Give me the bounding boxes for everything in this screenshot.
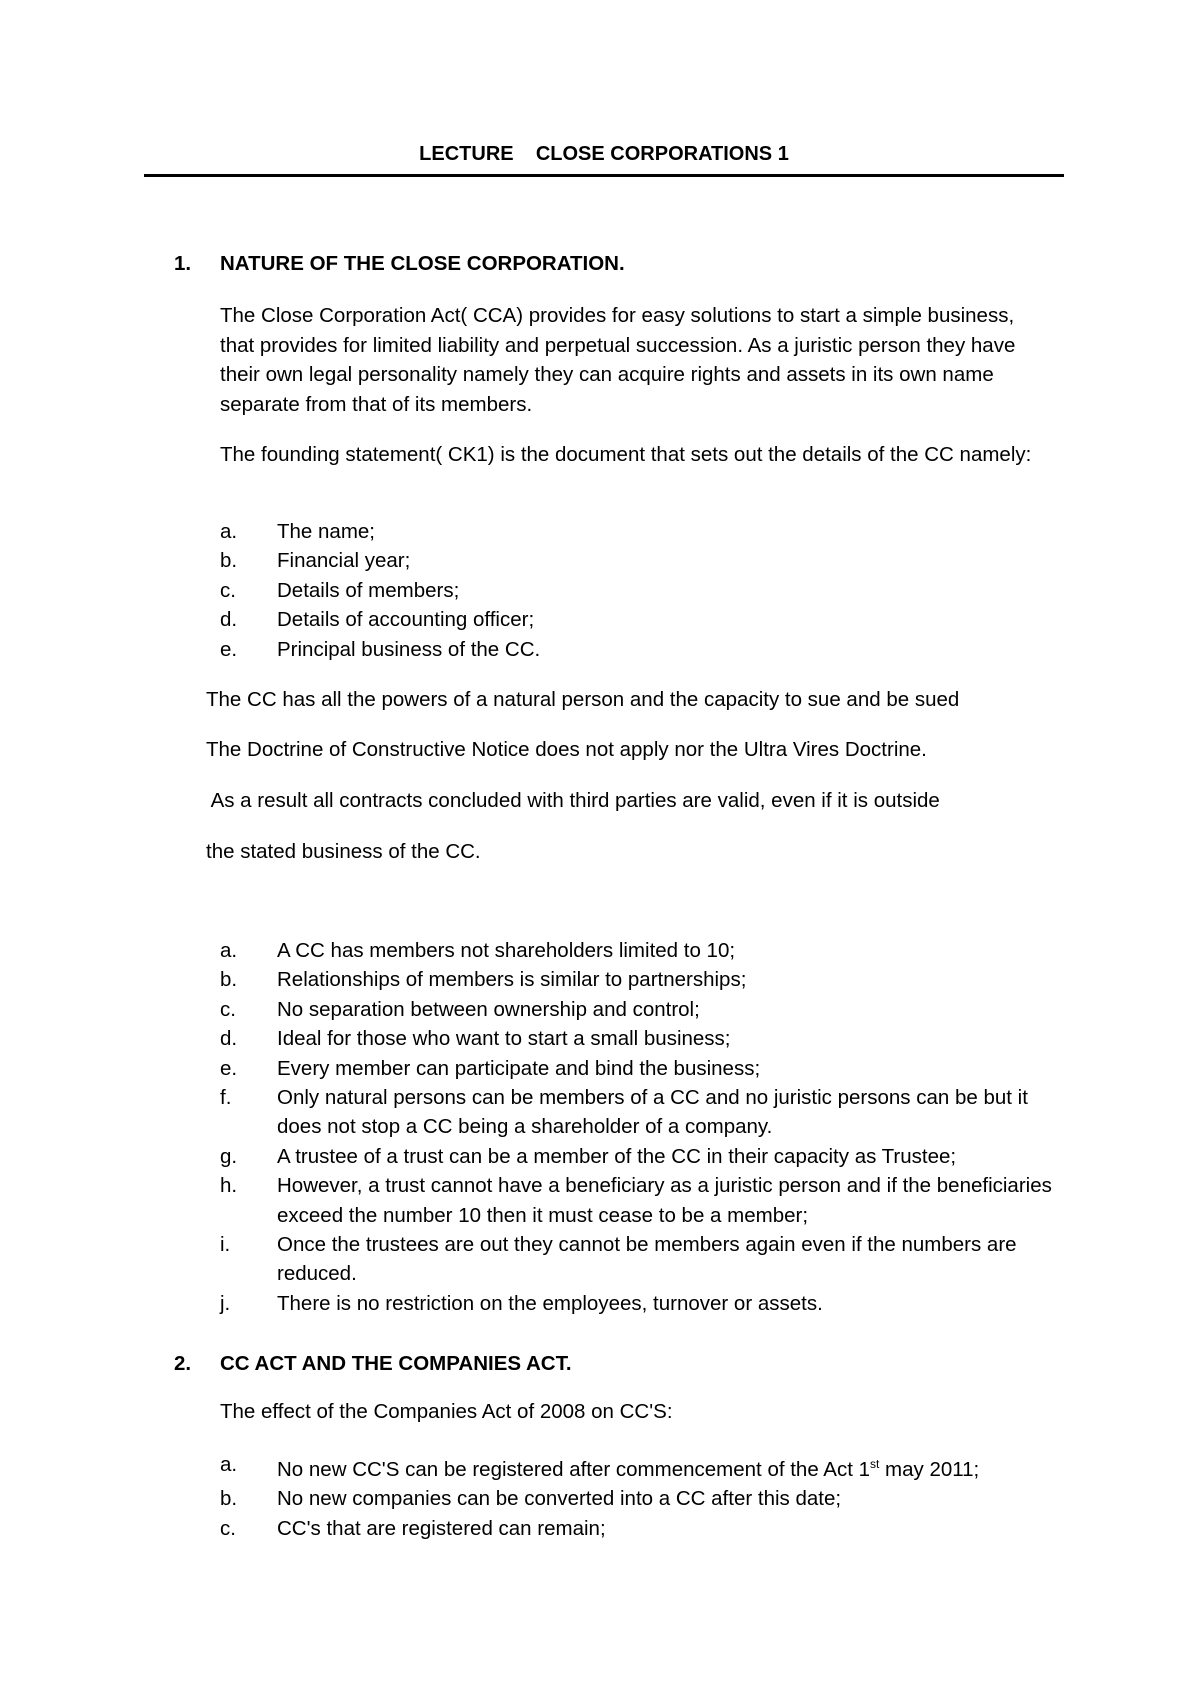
doctrine-line: The Doctrine of Constructive Notice does not apply nor the Ultra Vires Doctrine. xyxy=(206,738,927,761)
list-item: e. Every member can participate and bind the business; xyxy=(220,1056,761,1080)
list-item: g. A trustee of a trust can be a member of the CC in their capacity as Trustee; xyxy=(220,1144,957,1168)
title-underline xyxy=(144,174,1064,177)
section-2-heading xyxy=(174,1352,572,1376)
list-item: c. CC's that are registered can remain; xyxy=(220,1516,606,1540)
stated-business-line: the stated business of the CC. xyxy=(206,840,481,863)
list-item: e. Principal business of the CC. xyxy=(220,637,541,661)
list-item: b. No new companies can be converted into a CC after this date; xyxy=(220,1487,842,1511)
list-item: b. Financial year; xyxy=(220,549,411,573)
list-item: d. Ideal for those who want to start a small business; xyxy=(220,1027,731,1051)
list-item: h. However, a trust cannot have a beneficiary as a juristic person and if the beneficiaries exceed the number 10 then it must cease to be a member; xyxy=(220,1174,1052,1227)
list-item: a. The name; xyxy=(220,520,375,543)
powers-line: The CC has all the powers of a natural person and the capacity to sue and be sued xyxy=(206,688,960,711)
companies-act-list xyxy=(220,1450,1060,1543)
list-item: a. A CC has members not shareholders limited to 10; xyxy=(220,939,736,962)
list-item: a. No new CC'S can be registered after commencement of the Act 1st may 2011; xyxy=(220,1453,980,1481)
list-item: c. No separation between ownership and control; xyxy=(220,997,700,1021)
contracts-line: As a result all contracts concluded with third parties are valid, even if it is outside xyxy=(206,789,940,812)
cc-features-list xyxy=(220,936,1060,1318)
list-item: i. Once the trustees are out they cannot be members again even if the numbers are reduced. xyxy=(220,1233,1017,1286)
list-item: f. Only natural persons can be members of a CC and no juristic persons can be but it does not stop a CC being a shareholder of a company. xyxy=(220,1086,1028,1139)
nature-paragraph: The Close Corporation Act( CCA) provides for easy solutions to start a simple business, that provides for limited liability and perpetual succession. As a juristic person they have their own legal personality namely they can acquire rights and assets in its own name separate from that of its members. xyxy=(220,304,1016,416)
section-1-title: NATURE OF THE CLOSE CORPORATION. xyxy=(220,252,625,275)
list-item: c. Details of members; xyxy=(220,578,460,602)
section-1-heading xyxy=(174,252,625,276)
companies-act-intro: The effect of the Companies Act of 2008 on CC'S: xyxy=(220,1400,673,1423)
founding-statement-list xyxy=(220,517,1060,664)
section-2-number: 2. xyxy=(174,1352,192,1375)
list-item: b. Relationships of members is similar to partnerships; xyxy=(220,968,747,992)
list-item: d. Details of accounting officer; xyxy=(220,608,535,632)
list-item: j. There is no restriction on the employees, turnover or assets. xyxy=(220,1291,823,1315)
section-2-title: CC ACT AND THE COMPANIES ACT. xyxy=(220,1352,572,1375)
lecture-title: LECTURE CLOSE CORPORATIONS 1 xyxy=(419,143,789,165)
section-1-number: 1. xyxy=(174,252,192,275)
founding-statement-paragraph: The founding statement( CK1) is the document that sets out the details of the CC namely: xyxy=(220,443,1032,466)
